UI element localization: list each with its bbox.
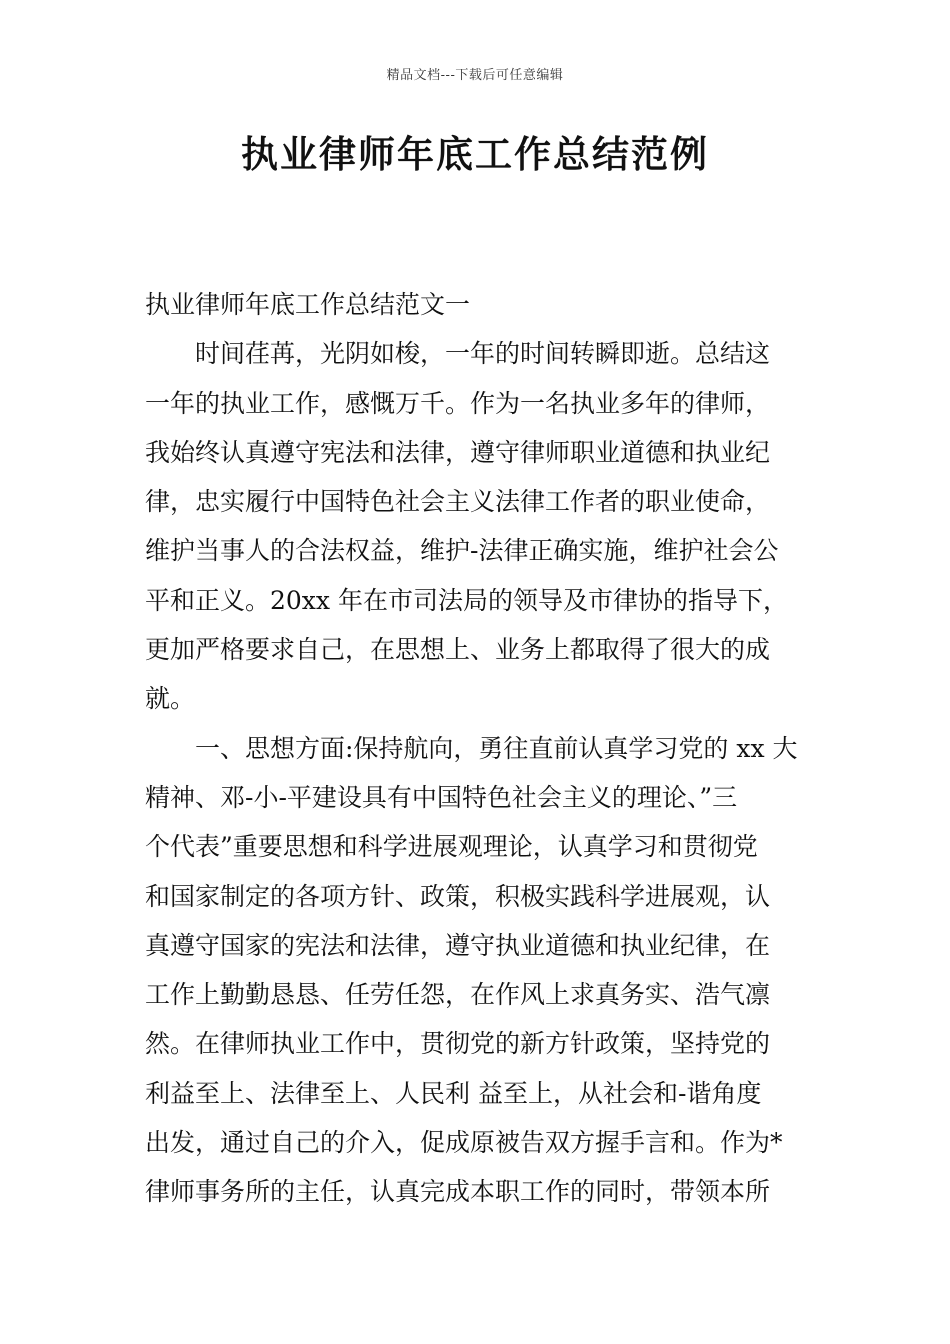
paragraph-line: 和国家制定的各项方针、政策，积极实践科学进展观，认 bbox=[145, 881, 771, 911]
paragraph-line: 一、思想方面:保持航向，勇往直前认真学习党的 xx 大 bbox=[195, 733, 798, 763]
header-note: 精品文档---下载后可任意编辑 bbox=[386, 68, 564, 83]
document-title: 执业律师年底工作总结范例 bbox=[241, 133, 709, 176]
paragraph-line: 精神、邓-小-平建设具有中国特色社会主义的理论、”三 bbox=[145, 782, 738, 812]
paragraph-line: 律，忠实履行中国特色社会主义法律工作者的职业使命， bbox=[145, 487, 771, 517]
paragraph-line: 就。 bbox=[145, 684, 196, 714]
paragraph-2 bbox=[145, 724, 810, 1217]
paragraph-line: 平和正义。20xx 年在市司法局的领导及市律协的指导下， bbox=[145, 585, 788, 615]
paragraph-line: 利益至上、法律至上、人民利 益至上，从社会和-谐角度 bbox=[145, 1078, 762, 1108]
paragraph-line: 时间荏苒，光阴如梭，一年的时间转瞬即逝。总结这 bbox=[195, 339, 771, 369]
section-subtitle: 执业律师年底工作总结范文一 bbox=[145, 290, 471, 319]
paragraph-line: 个代表”重要思想和科学进展观理论，认真学习和贯彻党 bbox=[145, 832, 758, 862]
paragraph-line: 更加严格要求自己，在思想上、业务上都取得了很大的成 bbox=[145, 635, 771, 665]
paragraph-line: 律师事务所的主任，认真完成本职工作的同时，带领本所 bbox=[145, 1177, 771, 1207]
paragraph-1 bbox=[145, 329, 810, 723]
document-body bbox=[145, 280, 810, 1217]
paragraph-line: 真遵守国家的宪法和法律，遵守执业道德和执业纪律，在 bbox=[145, 930, 771, 960]
paragraph-line: 工作上勤勤恳恳、任劳任怨，在作风上求真务实、浩气凛 bbox=[145, 980, 771, 1010]
paragraph-line: 一年的执业工作，感慨万千。作为一名执业多年的律师， bbox=[145, 388, 771, 418]
paragraph-line: 然。在律师执业工作中，贯彻党的新方针政策，坚持党的 bbox=[145, 1029, 771, 1059]
paragraph-line: 我始终认真遵守宪法和法律，遵守律师职业道德和执业纪 bbox=[145, 437, 771, 467]
paragraph-line: 维护当事人的合法权益，维护-法律正确实施，维护社会公 bbox=[145, 536, 779, 566]
paragraph-line: 出发，通过自己的介入，促成原被告双方握手言和。作为* bbox=[145, 1128, 783, 1158]
